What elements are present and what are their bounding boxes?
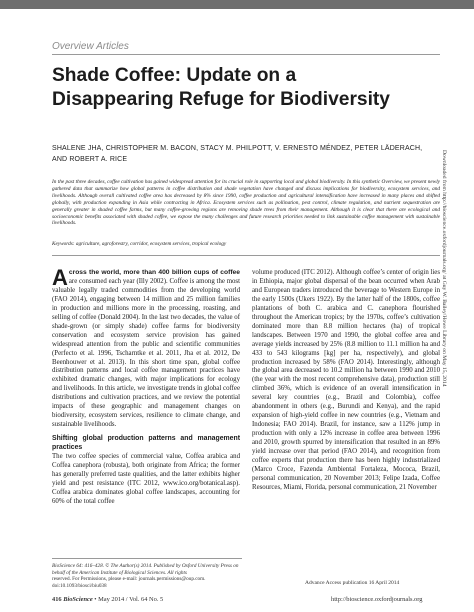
drop-cap: A [52,265,68,290]
page-footer [52,596,163,603]
footnote-line-2: reserved. For Permissions, please e-mail: journals.permissions@oup.com. [52,576,206,583]
copyright-footnote [52,563,242,590]
lead-in-text: cross the world, more than 400 billion cups of coffee [68,269,240,276]
section-divider [52,54,440,55]
author-list [52,143,442,165]
issue-info: • May 2014 / Vol. 64 No. 5 [94,596,164,603]
keywords: Keywords: agriculture, agroforestry, corridor, ecosystem services, tropical ecology [52,241,227,247]
journal-url[interactable]: http://bioscience.oxfordjournals.org [331,596,423,603]
history-paragraph: volume produced (ITC 2012). Although coffee’s center of origin lies in Ethiopia, major global dispersal of the bean occurred when Arab and European traders introduced the beverage to Western Europe in the early 1500s (Ukers 1922). By the latter half of the 1800s, coffee plantations of both C. arabica and C. canephora flourished throughout the American tropics; by the 1970s, coffee’s cultivation dominated more than 8.8 million hectares (ha) of tropical landscapes. Between 1970 and 1990, the global coffee area and average yields increased by 25% (8.8 million to 11.1 million ha and 433 to 543 kilograms [kg] per ha, respectively), and global production increased by 58% (FAO 2014). Interestingly, although the global area decreased to 10.2 million ha between 1990 and 2010 (the year with the most recent comprehensive data), production still climbed 36%, which is evidence of an overall intensification in several key countries (e.g., Brazil and Colombia), coffee abandonment in others (e.g., Burundi and Kenya), and the rapid expansion of high-yield coffee in new countries (e.g., Vietnam and Indonesia; FAO 2014). Brazil, for instance, saw a 112% jump in production with only a 12% increase in coffee area between 1996 and 2010, growth spurred by intensification that resulted in an 89% yield increase over that period (FAO 2014), and recognition from coffee experts that production there has been highly industrialized (Marco Croce, Fazenda Ambiental Fortaleza, Mococa, Brazil, personal communication, 20 November 2013; Felipe Izada, Coffee Resources, Miami, Florida, personal communication, 21 November [252,269,440,491]
species-paragraph: The two coffee species of commercial value, Coffea arabica and Coffea canephora (robusta), both originate from Africa; the former has generally preferred taste qualities, and the latter exhibits higher yield and pest resistance (ITC 2012, www.ico.org/botanical.asp). Coffea arabica dominates global coffee landscapes, accounting for 60% of the total coffee [52,453,240,505]
article-title [52,64,452,112]
authors-line-1: SHALENE JHA, CHRISTOPHER M. BACON, STACY M. PHILPOTT, V. ERNESTO MÉNDEZ, PETER LÄDERACH, [52,145,423,152]
page-number: 416 [52,596,62,603]
authors-line-2: AND ROBERT A. RICE [52,156,128,163]
top-color-bar [0,0,474,9]
intro-paragraph [52,265,240,430]
footnote-doi: doi:10.1093/biosci/biu038 [52,583,107,590]
body-column-left [52,265,240,507]
footnote-line-1: BioScience 64: 416–428. © The Author(s) 2014. Published by Oxford University Press on behalf of the American Institute of Biological Sciences. All rights [52,563,239,576]
intro-text: are consumed each year (Illy 2002). Coffee is among the most valuable legally traded commodities from the developing world (FAO 2014), engaging between 14 million and 25 million families in production and millions more in the processing, roasting, and selling of coffee (Donald 2004). In the last two decades, the value of shade-grown (or simply shade) coffee farms for biodiversity conservation and ecosystem service provision has gained widespread attention from the public and scientific communities (Perfecto et al. 1996, Tscharntke et al. 2011, Jha et al. 2012, De Beenhouwer et al. 2013). In this short time span, global coffee distribution patterns and local coffee management practices have exhibited dramatic changes, with major implications for ecology and livelihoods. In this article, we investigate trends in global coffee distributions and cultivation practices, and we review the potential impacts of these geographic and management changes on biodiversity, ecosystem services, resilience to climate change, and sustainable livelihoods. [52,277,240,429]
section-heading: Shifting global production patterns and management practices [52,435,240,451]
download-watermark [437,150,449,410]
advance-access-note: Advance Access publication 16 April 2014 [305,580,400,586]
abstract-divider [52,255,440,256]
body-column-right [252,269,440,493]
journal-name: BioScience [63,596,93,603]
footnote-divider [52,558,242,559]
section-label: Overview Articles [52,41,129,52]
title-line-2: Disappearing Refuge for Biodiversity [52,89,390,110]
title-line-1: Shade Coffee: Update on a [52,65,297,86]
abstract: In the past three decades, coffee cultivation has gained widespread attention for its crucial role in supporting local and global biodiversity. In this synthetic Overview, we present newly gathered data that summarize how global patterns in coffee distribution and shade vegetation have changed and discuss implications for biodiversity, ecosystem services, and livelihoods. Although overall cultivated coffee area has decreased by 8% since 1990, coffee production and agricultural intensification have increased in many places and shifted globally, with production expanding in Asia while contracting in Africa. Ecosystem services such as pollination, pest control, climate regulation, and nutrient sequestration are generally greater in shaded coffee farms, but many coffee-growing regions are removing shade trees from their management. Although it is clear that there are ecological and socioeconomic benefits associated with shaded coffee, we expose the many challenges and future research priorities needed to link sustainable coffee management with sustainable livelihoods. [52,179,440,227]
download-note: Downloaded from http://bioscience.oxfordjournals.org/ at Guy W. Bailey/Howe Library on May 15, 2014 [441,150,447,387]
